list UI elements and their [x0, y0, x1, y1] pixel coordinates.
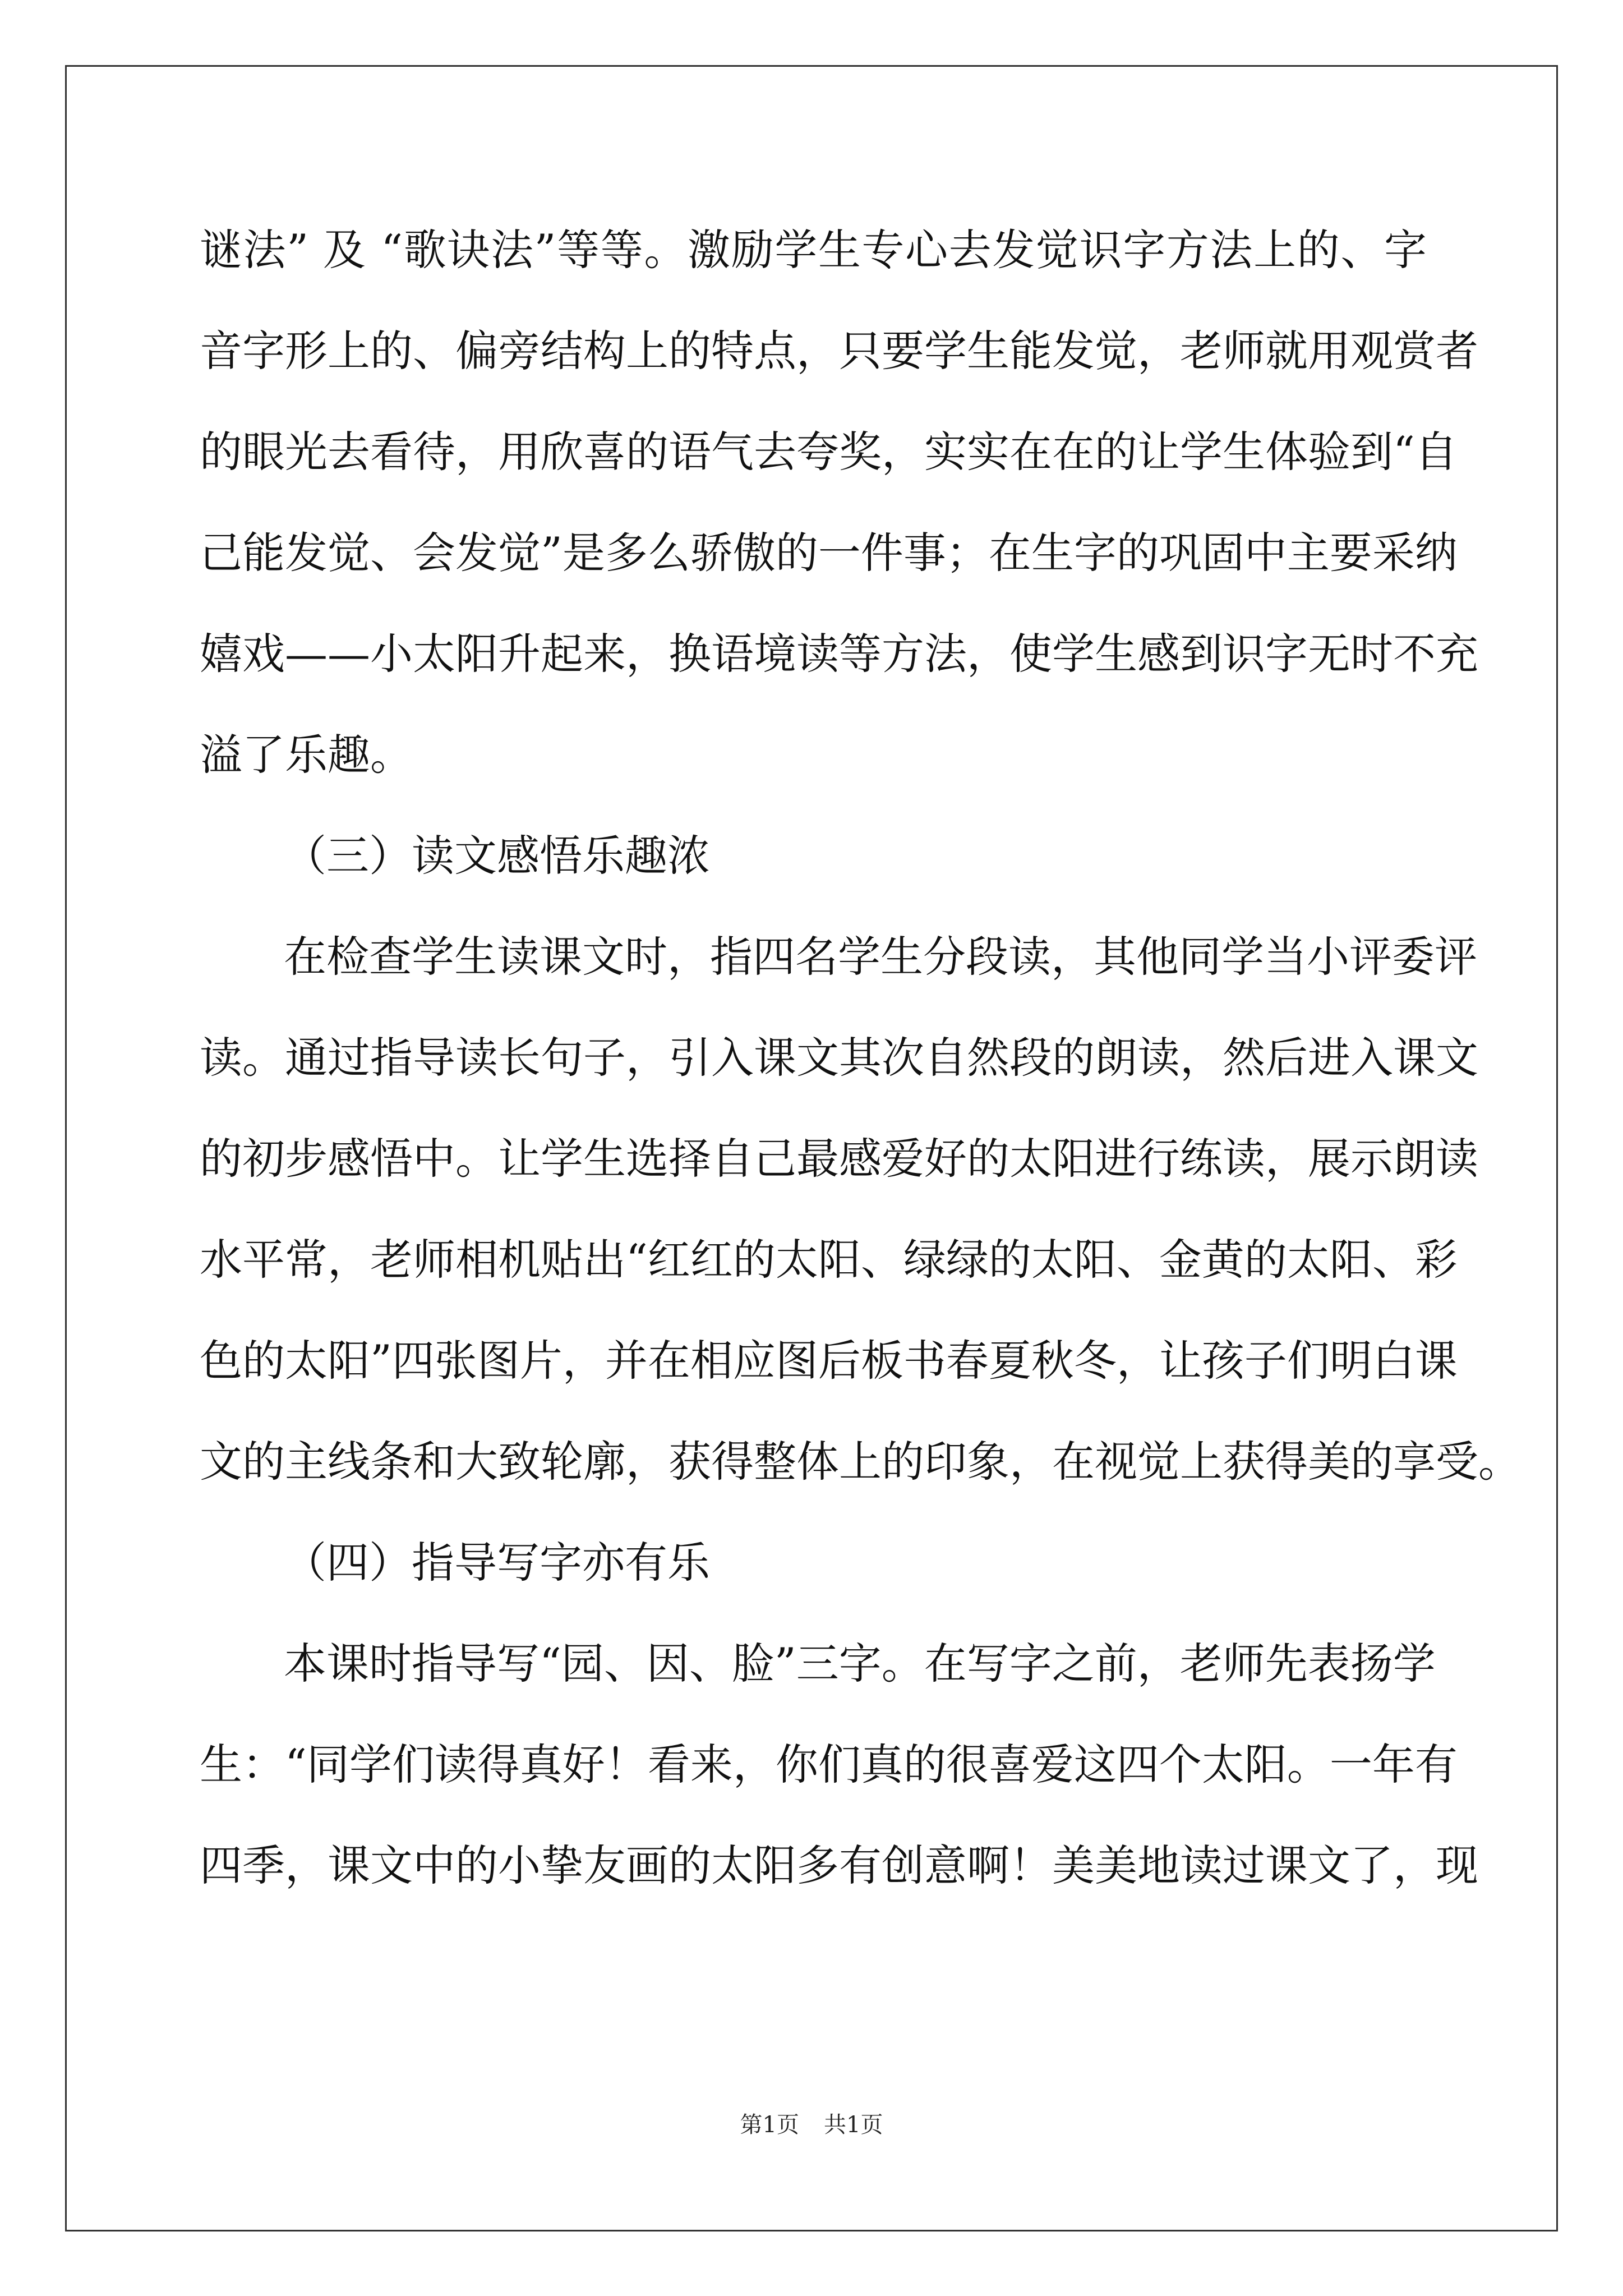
- text-line: 色的太阳”四张图片，并在相应图后板书春夏秋冬，让孩子们明白课: [200, 1336, 1458, 1386]
- text-line: 音字形上的、偏旁结构上的特点，只要学生能发觉，老师就用观赏者: [200, 326, 1478, 376]
- text-line: 己能发觉、会发觉”是多么骄傲的一件事；在生字的巩固中主要采纳: [200, 528, 1458, 578]
- text-line: （四）指导写字亦有乐: [284, 1538, 710, 1588]
- page-number: 第1页: [740, 2112, 799, 2138]
- text-line: 溢了乐趣。: [200, 730, 413, 780]
- text-line: 在检查学生读课文时，指四名学生分段读，其他同学当小评委评: [284, 932, 1477, 982]
- text-line: 四季，课文中的小挚友画的太阳多有创意啊！美美地读过课文了，现: [200, 1841, 1478, 1890]
- text-line: 的初步感悟中。让学生选择自己最感爱好的太阳进行练读，展示朗读: [200, 1134, 1478, 1184]
- text-line: 嬉戏——小太阳升起来，换语境读等方法，使学生感到识字无时不充: [200, 629, 1478, 679]
- text-line: 本课时指导写“园、因、脸”三字。在写字之前，老师先表扬学: [284, 1639, 1436, 1688]
- text-line: 读。通过指导读长句子，引入课文其次自然段的朗读，然后进入课文: [200, 1033, 1478, 1083]
- text-line: 谜法” 及 “歌诀法”等等。激励学生专心去发觉识字方法上的、字: [200, 225, 1427, 275]
- document-body: [200, 220, 1521, 1936]
- text-line: （三）读文感悟乐趣浓: [284, 831, 710, 881]
- page-footer: [0, 2109, 1623, 2141]
- page-total: 共1页: [824, 2112, 883, 2138]
- text-line: 文的主线条和大致轮廓，获得整体上的印象，在视觉上获得美的享受。: [200, 1437, 1521, 1487]
- text-line: 水平常，老师相机贴出“红红的太阳、绿绿的太阳、金黄的太阳、彩: [200, 1235, 1458, 1285]
- text-line: 生：“同学们读得真好！看来，你们真的很喜爱这四个太阳。一年有: [200, 1740, 1458, 1789]
- text-line: 的眼光去看待，用欣喜的语气去夸奖，实实在在的让学生体验到“自: [200, 427, 1458, 477]
